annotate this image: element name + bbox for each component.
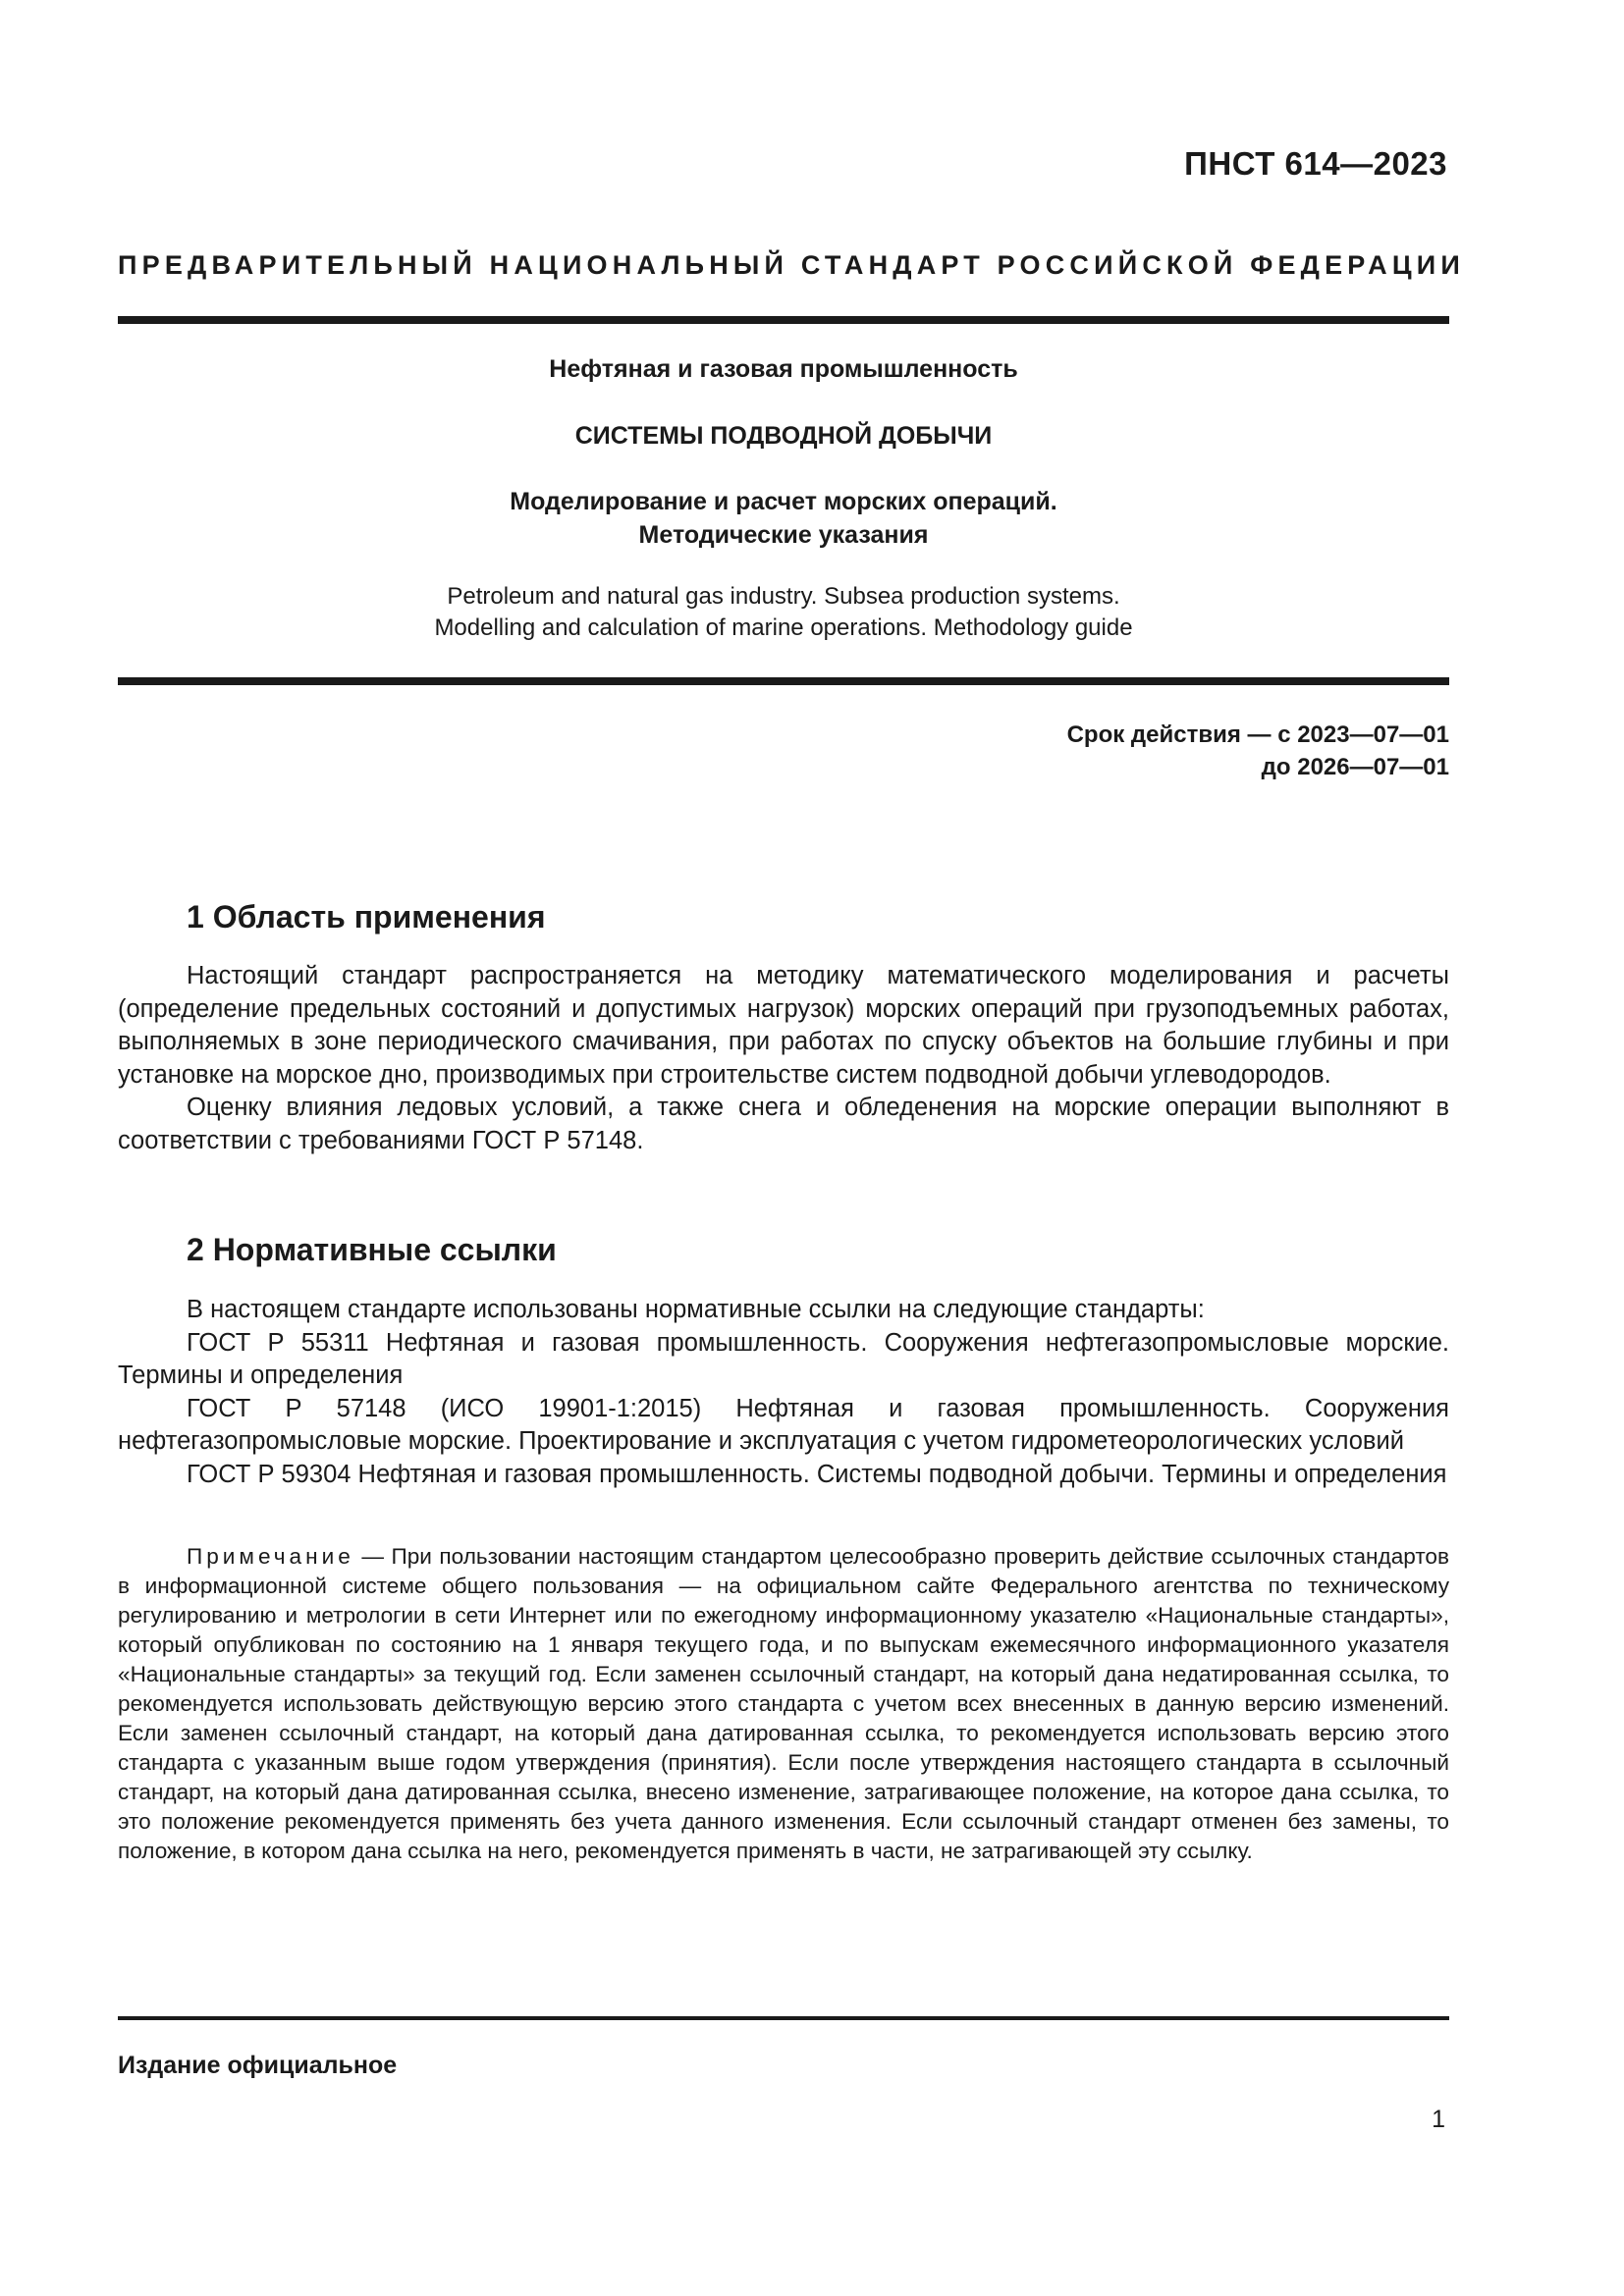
english-title-line-2: Modelling and calculation of marine operations. Methodology guide (434, 614, 1133, 641)
note-label: Примечание (187, 1544, 354, 1569)
footer-rule (118, 2016, 1449, 2020)
note-body: — При пользовании настоящим стандартом целесообразно проверить действие ссылочных стандартов в информационной системе общего пользования — на официальном сайте Федерального агентства по техническому регулированию и метрологии в сети Интернет или по ежегодному информационному указателю «Национальные стандарты», который опубликован по состоянию на 1 января текущего года, и по выпускам ежемесячного информационного указателя «Национальные стандарты» за текущий год. Если заменен ссылочный стандарт, на который дана недатированная ссылка, то рекомендуется использовать действующую версию этого стандарта с учетом всех внесенных в данную версию изменений. Если заменен ссылочный стандарт, на который дана датированная ссылка, то рекомендуется использовать версию этого стандарта с указанным выше годом утверждения (принятия). Если после утверждения настоящего стандарта в ссылочный стандарт, на который дана датированная ссылка, внесено изменение, затрагивающее положение, на которое дана ссылка, то это положение рекомендуется применять без учета данного изменения. Если ссылочный стандарт отменен без замены, то положение, в котором дана ссылка на него, рекомендуется применять в части, не затрагивающей эту ссылку. (118, 1544, 1449, 1863)
section-2-heading: 2 Нормативные ссылки (187, 1232, 557, 1267)
section-2-body (118, 1294, 1449, 1491)
top-rule (118, 316, 1449, 324)
english-title (118, 581, 1449, 644)
reference-item: ГОСТ Р 55311 Нефтяная и газовая промышленность. Сооружения нефтегазопромысловые морские. Термины и определения (118, 1328, 1449, 1389)
note-paragraph (118, 1542, 1449, 1866)
industry-title: Нефтяная и газовая промышленность (549, 355, 1018, 383)
reference-note (118, 1542, 1449, 1866)
validity-line-1: Срок действия — с 2023—07—01 (1066, 721, 1449, 748)
document-subtitle (118, 485, 1449, 552)
section-1-body (118, 960, 1449, 1157)
official-edition-label: Издание официальное (118, 2052, 398, 2079)
systems-title: СИСТЕМЫ ПОДВОДНОЙ ДОБЫЧИ (574, 422, 993, 450)
subtitle-line-1: Моделирование и расчет морских операций. (510, 488, 1057, 515)
section-2-intro: В настоящем стандарте использованы нормативные ссылки на следующие стандарты: (187, 1296, 1205, 1323)
english-title-line-1: Petroleum and natural gas industry. Subsea production systems. (447, 583, 1120, 610)
standard-type-title: ПРЕДВАРИТЕЛЬНЫЙ НАЦИОНАЛЬНЫЙ СТАНДАРТ РОССИЙСКОЙ ФЕДЕРАЦИИ (118, 250, 1465, 280)
validity-line-2: до 2026—07—01 (1261, 754, 1449, 780)
document-code: ПНСТ 614—2023 (1184, 145, 1447, 182)
section-1-paragraph-2: Оценку влияния ледовых условий, а также снега и обледенения на морские операции выполняют в соответствии с требованиями ГОСТ Р 57148. (118, 1094, 1449, 1154)
page-number: 1 (1432, 2106, 1445, 2133)
validity-period (1067, 719, 1449, 783)
reference-item: ГОСТ Р 59304 Нефтяная и газовая промышленность. Системы подводной добычи. Термины и определения (187, 1460, 1447, 1488)
section-1-paragraph-1: Настоящий стандарт распространяется на методику математического моделирования и расчеты (определение предельных состояний и допустимых нагрузок) морских операций при грузоподъемных работах, выполняемых в зоне периодического смачивания, при работах по спуску объектов на большие глубины и при установке на морское дно, производимых при строительстве систем подводной добычи углеводородов. (118, 962, 1449, 1089)
section-1-heading: 1 Область применения (187, 899, 546, 934)
title-bottom-rule (118, 677, 1449, 685)
subtitle-line-2: Методические указания (638, 521, 929, 549)
reference-item: ГОСТ Р 57148 (ИСО 19901-1:2015) Нефтяная и газовая промышленность. Сооружения нефтегазопромысловые морские. Проектирование и эксплуатация с учетом гидрометеорологических условий (118, 1394, 1449, 1455)
